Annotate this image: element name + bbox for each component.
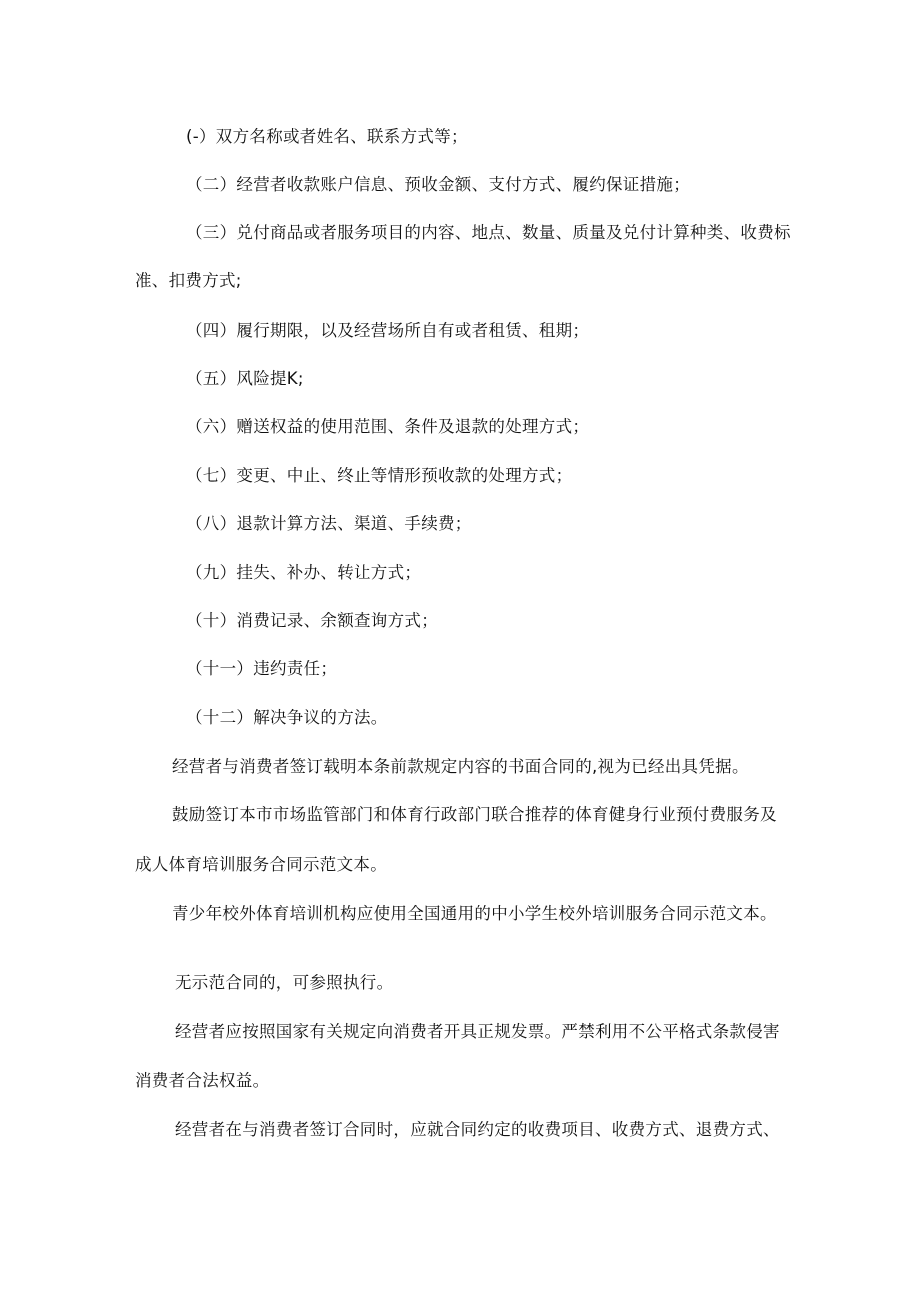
list-item-3-continued: 准、扣费方式;	[135, 271, 242, 290]
list-item-8: （八）退款计算方法、渠道、手续费；	[186, 514, 472, 533]
paragraph-model-text-continued: 成人体育培训服务合同示范文本。	[135, 855, 387, 874]
list-item-1: (-）双方名称或者姓名、联系方式等；	[186, 127, 468, 146]
list-item-7: （七）变更、中止、终止等情形预收款的处理方式；	[186, 466, 573, 485]
paragraph-contract-voucher: 经营者与消费者签订载明本条前款规定内容的书面合同的,视为已经出具凭据。	[172, 757, 749, 776]
paragraph-invoice: 经营者应按照国家有关规定向消费者开具正规发票。严禁利用不公平格式条款侵害	[175, 1022, 780, 1041]
list-item-4: （四）履行期限，以及经营场所自有或者租赁、租期；	[186, 321, 590, 340]
list-item-5: （五）风险提K;	[186, 369, 304, 388]
paragraph-model-text: 鼓励签订本市市场监管部门和体育行政部门联合推荐的体育健身行业预付费服务及	[172, 805, 777, 824]
paragraph-youth-training: 青少年校外体育培训机构应使用全国通用的中小学生校外培训服务合同示范文本。	[172, 904, 777, 923]
list-item-2: （二）经营者收款账户信息、预收金额、支付方式、履约保证措施；	[186, 175, 690, 194]
list-item-10: （十）消费记录、余额查询方式；	[186, 611, 438, 630]
list-item-6: （六）赠送权益的使用范围、条件及退款的处理方式；	[186, 417, 590, 436]
paragraph-no-model-contract: 无示范合同的，可参照执行。	[175, 973, 394, 992]
paragraph-contract-signing: 经营者在与消费者签订合同时，应就合同约定的收费项目、收费方式、退费方式、	[175, 1120, 780, 1139]
list-item-9: （九）挂失、补办、转让方式；	[186, 563, 422, 582]
list-item-11: （十一）违约责任；	[186, 659, 338, 678]
paragraph-invoice-continued: 消费者合法权益。	[135, 1071, 270, 1090]
list-item-12: （十二）解决争议的方法。	[186, 708, 388, 727]
list-item-3: （三）兑付商品或者服务项目的内容、地点、数量、质量及兑付计算种类、收费标	[186, 223, 791, 242]
